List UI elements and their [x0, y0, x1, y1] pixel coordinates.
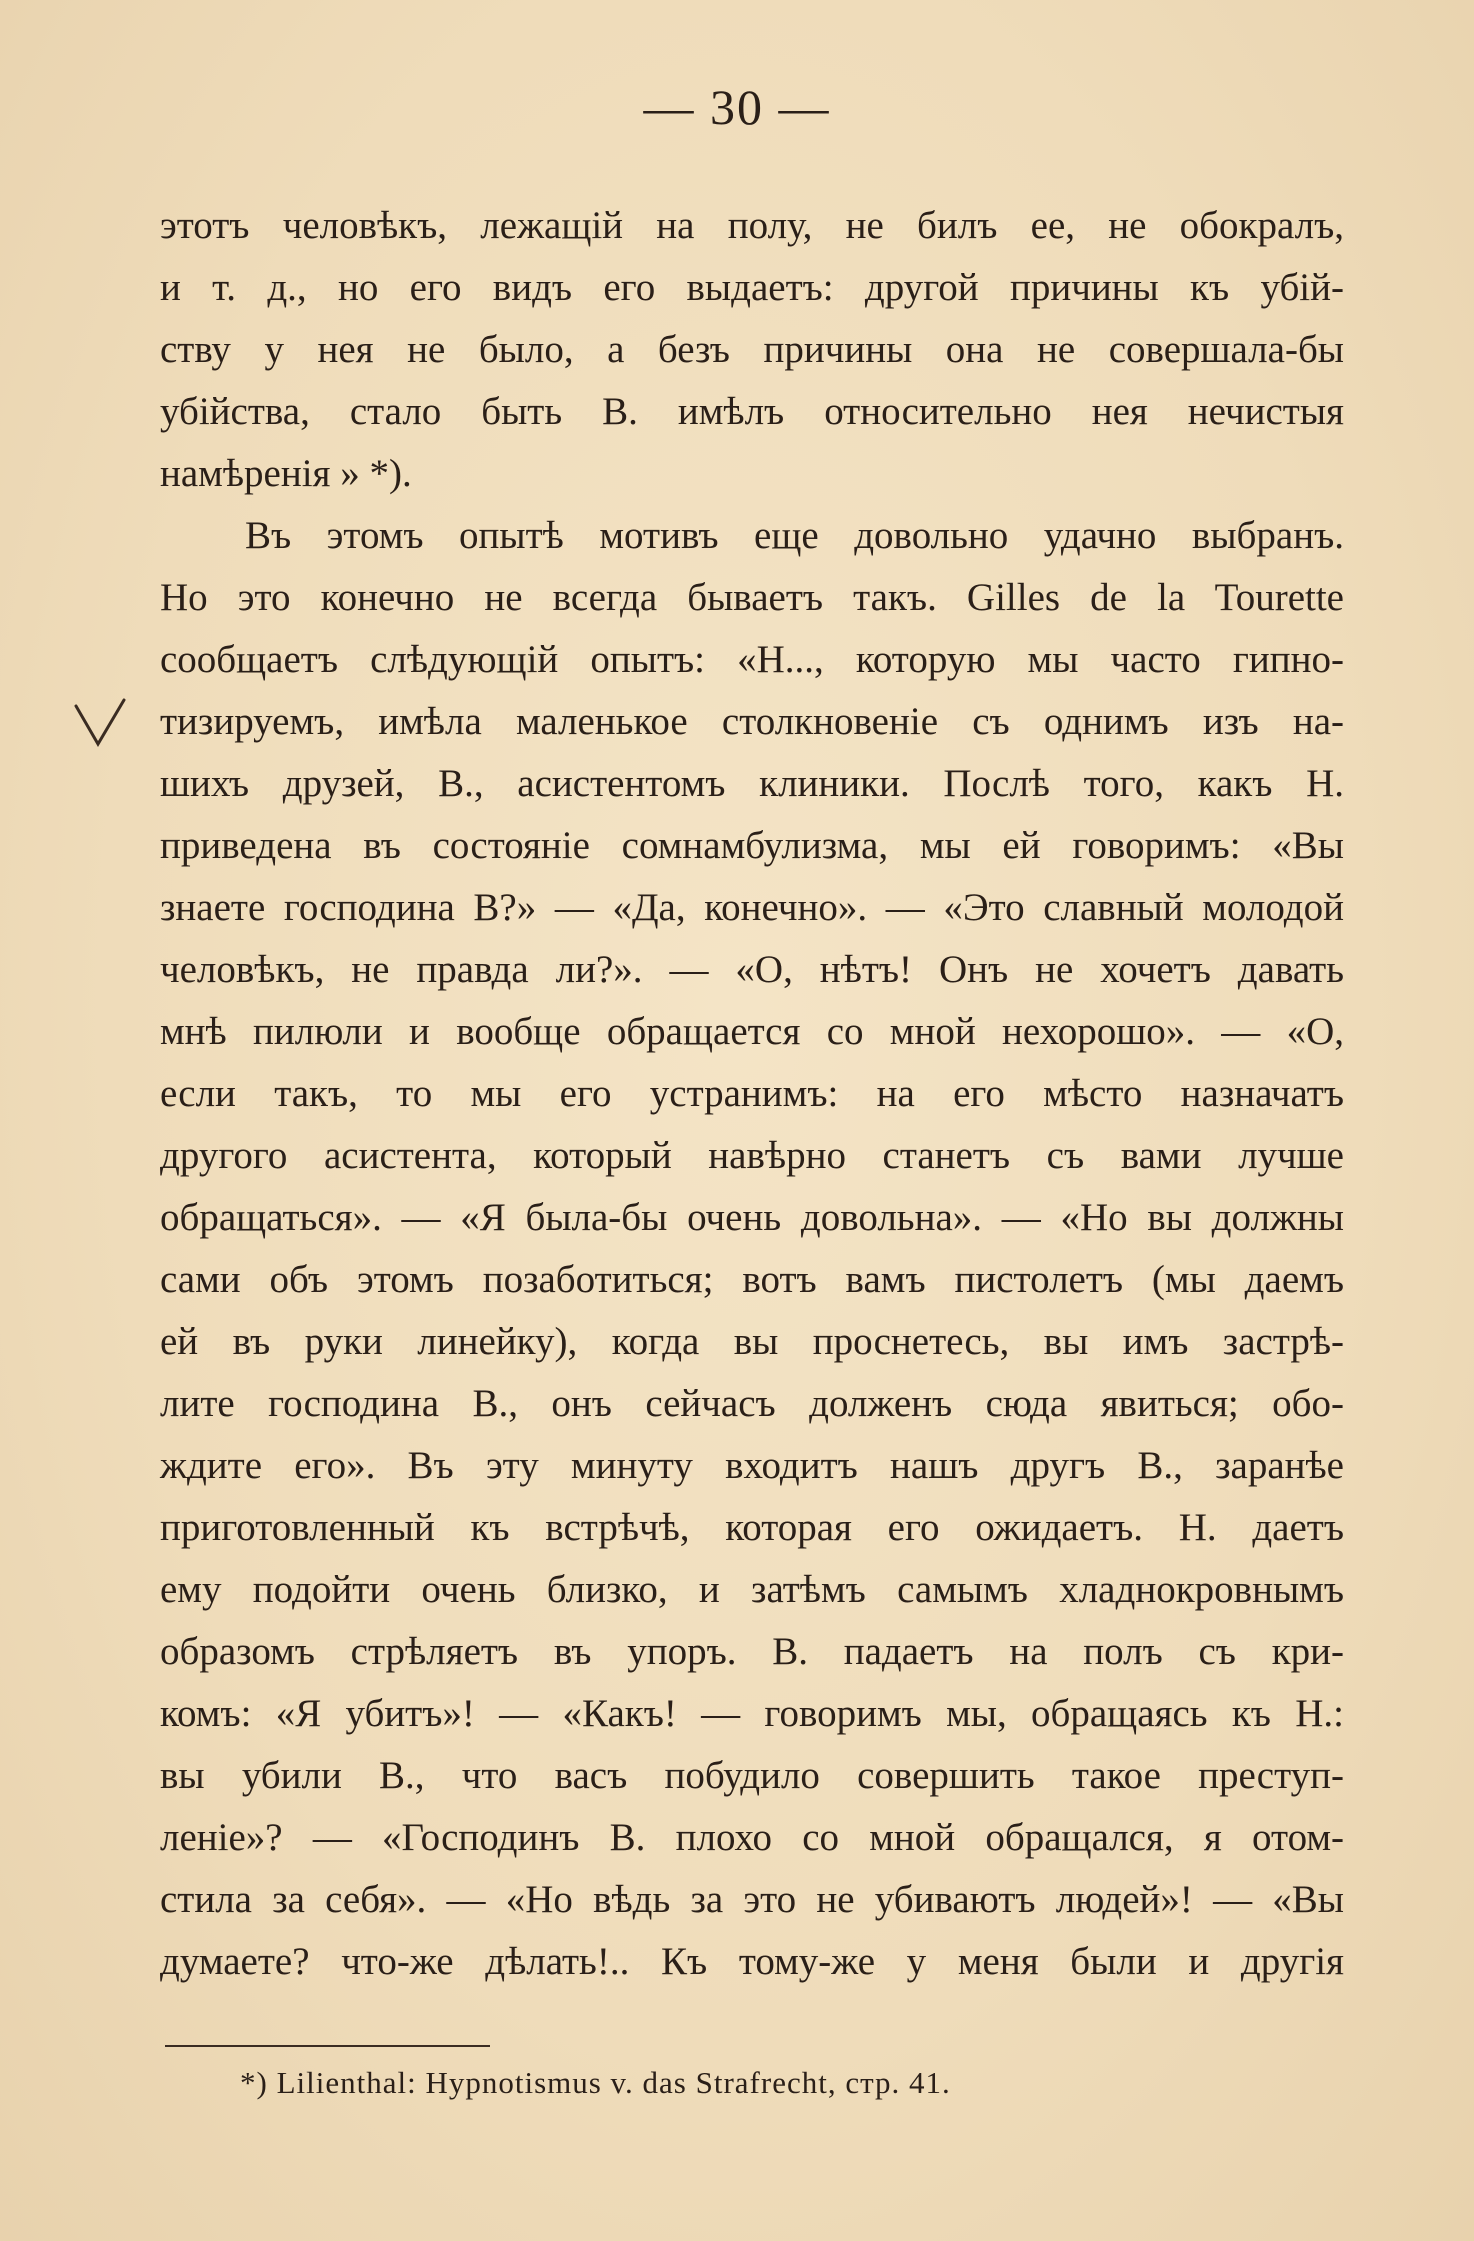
footnote-divider: [165, 2045, 490, 2047]
text-line: ждите его». Въ эту минуту входитъ нашъ другъ В., заранѣе: [160, 1444, 1344, 1487]
footnote: *) Lilienthal: Hypnotismus v. das Strafrecht, стр. 41.: [240, 2065, 951, 2100]
text-line: и т. д., но его видъ его выдаетъ: другой причины къ убій-: [160, 266, 1344, 309]
text-line: приготовленный къ встрѣчѣ, которая его ожидаетъ. Н. даетъ: [160, 1506, 1344, 1549]
text-line: Но это конечно не всегда бываетъ такъ. Gilles de la Tourette: [160, 576, 1344, 619]
text-line: шихъ друзей, В., асистентомъ клиники. Послѣ того, какъ Н.: [160, 762, 1344, 805]
text-line: приведена въ состояніе сомнамбулизма, мы ей говоримъ: «Вы: [160, 824, 1344, 867]
text-line: сообщаетъ слѣдующій опытъ: «Н..., которую мы часто гипно-: [160, 638, 1344, 681]
text-line: если такъ, то мы его устранимъ: на его мѣсто назначатъ: [160, 1072, 1344, 1115]
text-line: ему подойти очень близко, и затѣмъ самымъ хладнокровнымъ: [160, 1568, 1344, 1611]
text-line: вы убили В., что васъ побудило совершить такое преступ-: [160, 1754, 1344, 1797]
text-line: ей въ руки линейку), когда вы проснетесь, вы имъ застрѣ-: [160, 1320, 1344, 1363]
page-number: — 30 —: [643, 79, 831, 135]
text-line: леніе»? — «Господинъ В. плохо со мной обращался, я отом-: [160, 1816, 1344, 1859]
text-line: ству у нея не было, а безъ причины она не совершала-бы: [160, 328, 1344, 371]
text-line: лите господина В., онъ сейчасъ долженъ сюда явиться; обо-: [160, 1382, 1344, 1425]
text-line: убійства, стало быть В. имѣлъ относительно нея нечистыя: [160, 390, 1344, 433]
text-line: другого асистента, который навѣрно станетъ съ вами лучше: [160, 1134, 1344, 1177]
text-line: обращаться». — «Я была-бы очень довольна». — «Но вы должны: [160, 1196, 1344, 1239]
text-line: думаете? что-же дѣлать!.. Къ тому-же у меня были и другія: [160, 1940, 1344, 1983]
text-line: этотъ человѣкъ, лежащій на полу, не билъ ее, не обокралъ,: [160, 204, 1344, 247]
text-line: комъ: «Я убитъ»! — «Какъ! — говоримъ мы, обращаясь къ Н.:: [160, 1692, 1344, 1735]
text-line: тизируемъ, имѣла маленькое столкновеніе съ однимъ изъ на-: [160, 700, 1344, 743]
text-line: знаете господина В?» — «Да, конечно». — «Это славный молодой: [160, 886, 1344, 929]
text-line: Въ этомъ опытѣ мотивъ еще довольно удачно выбранъ.: [245, 514, 1344, 557]
text-line: мнѣ пилюли и вообще обращается со мной нехорошо». — «О,: [160, 1010, 1344, 1053]
text-line: образомъ стрѣляетъ въ упоръ. В. падаетъ на полъ съ кри-: [160, 1630, 1344, 1673]
checkmark-icon: [70, 694, 130, 754]
text-line: намѣренія » *).: [160, 452, 412, 495]
text-line: сами объ этомъ позаботиться; вотъ вамъ пистолетъ (мы даемъ: [160, 1258, 1344, 1301]
text-line: стила за себя». — «Но вѣдь за это не убиваютъ людей»! — «Вы: [160, 1878, 1344, 1921]
text-line: человѣкъ, не правда ли?». — «О, нѣтъ! Онъ не хочетъ давать: [160, 948, 1344, 991]
